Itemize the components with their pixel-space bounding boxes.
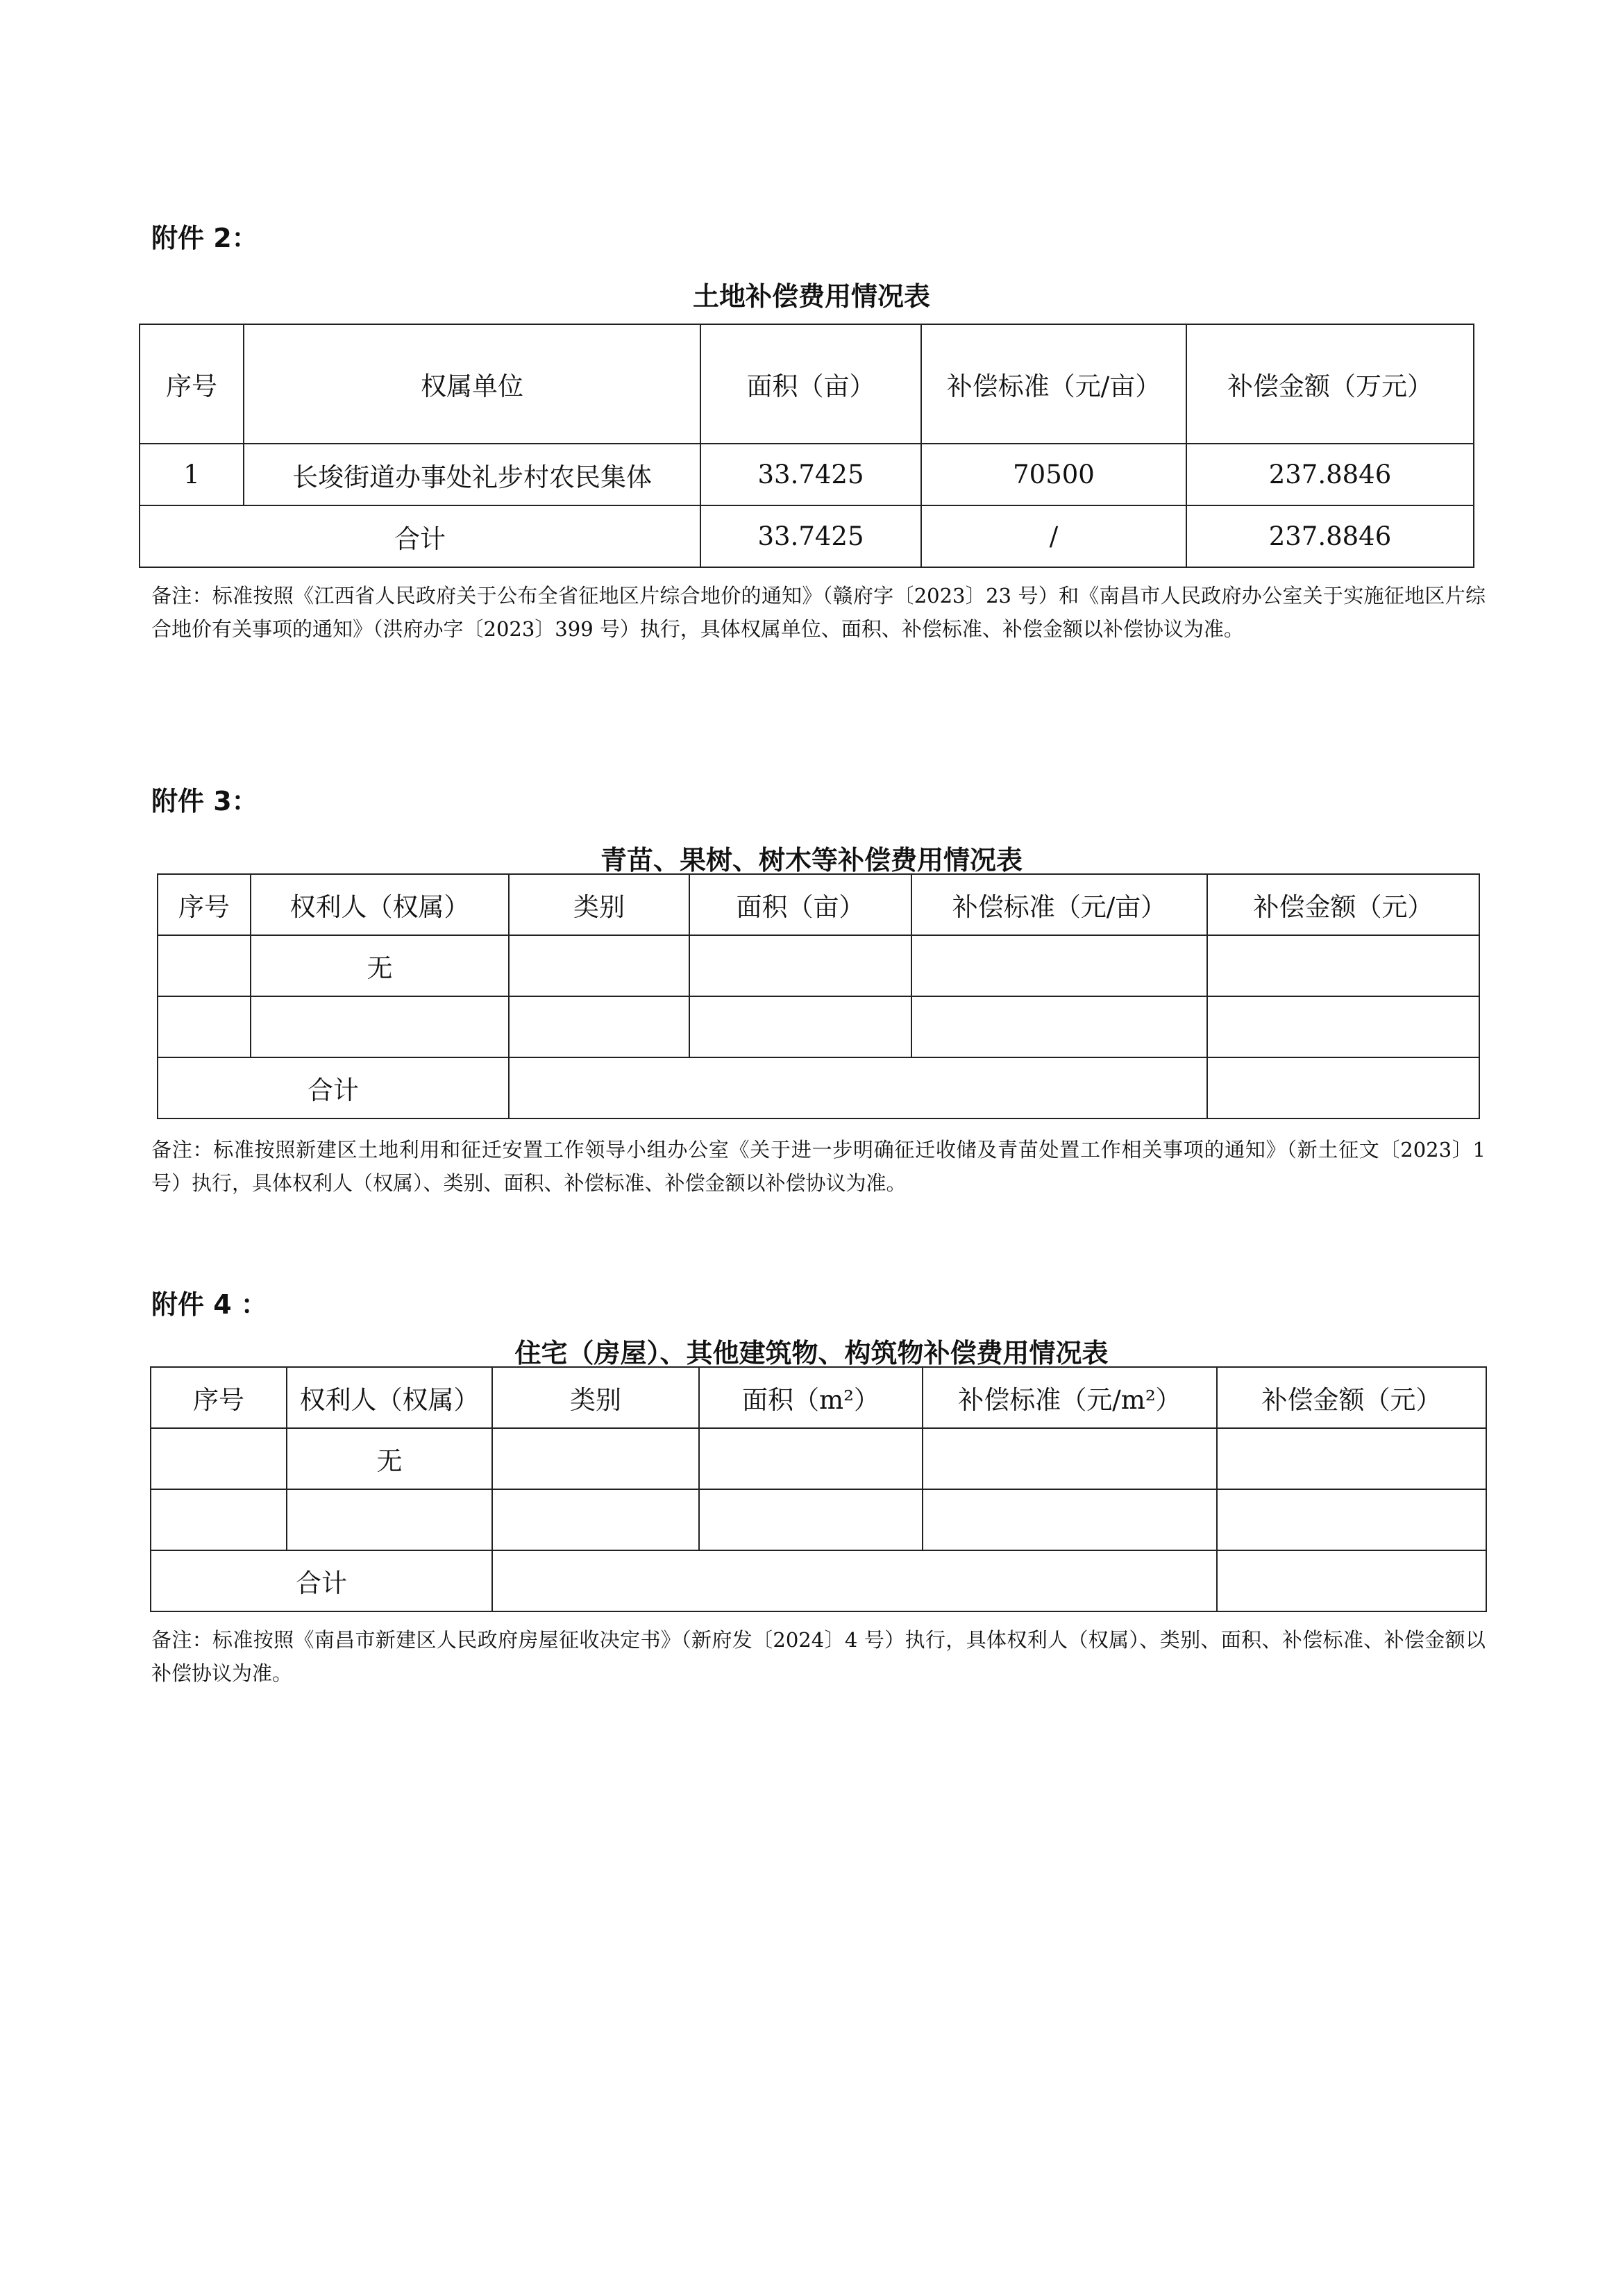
total-label: 合计 — [140, 505, 700, 567]
header-cell: 类别 — [509, 874, 689, 935]
table-cell — [689, 935, 911, 996]
crop-compensation-table — [157, 873, 1480, 1119]
attachment-4-note: 备注：标准按照《南昌市新建区人民政府房屋征收决定书》（新府发〔2024〕4 号）执行，具体权利人（权属）、类别、面积、补偿标准、补偿金额以补偿协议为准。 — [151, 1628, 1486, 1685]
table-header-row — [140, 324, 1474, 444]
table-cell — [158, 996, 251, 1057]
total-row — [158, 1057, 1479, 1118]
table-cell: 1 — [140, 444, 244, 505]
header-cell: 面积（亩） — [700, 324, 921, 444]
table-cell — [689, 996, 911, 1057]
table-cell — [911, 935, 1207, 996]
table-cell — [923, 1428, 1217, 1489]
attachment-4-label: 附件 4 ： — [151, 1289, 267, 1320]
table-cell — [158, 935, 251, 996]
header-cell: 类别 — [492, 1367, 699, 1428]
total-cell — [1217, 1550, 1486, 1611]
table-cell: 长埈街道办事处礼步村农民集体 — [244, 444, 700, 505]
table-cell — [1207, 935, 1479, 996]
table-cell — [911, 996, 1207, 1057]
table-cell — [923, 1489, 1217, 1550]
table-cell — [151, 1489, 287, 1550]
table-header-row — [151, 1367, 1486, 1428]
building-compensation-table — [150, 1366, 1487, 1612]
attachment-3-title: 青苗、果树、树木等补偿费用情况表 — [600, 845, 1023, 875]
header-cell: 补偿标准（元/亩） — [911, 874, 1207, 935]
header-cell: 权利人（权属） — [287, 1367, 492, 1428]
total-row — [140, 505, 1474, 567]
total-label: 合计 — [151, 1550, 492, 1611]
total-row — [151, 1550, 1486, 1611]
header-cell: 补偿金额（元） — [1207, 874, 1479, 935]
total-cell: / — [921, 505, 1186, 567]
attachment-3-label: 附件 3： — [151, 786, 258, 816]
table-cell — [251, 996, 509, 1057]
total-cell: 237.8846 — [1186, 505, 1474, 567]
attachment-2-note: 备注：标准按照《江西省人民政府关于公布全省征地区片综合地价的通知》（赣府字〔2023〕23 号）和《南昌市人民政府办公室关于实施征地区片综合地价有关事项的通知》（洪府办字〔2023〕399 号）执行，具体权属单位、面积、补偿标准、补偿金额以补偿协议为准。 — [151, 584, 1486, 641]
total-cell — [492, 1550, 1217, 1611]
table-cell — [699, 1489, 923, 1550]
header-cell: 权利人（权属） — [251, 874, 509, 935]
header-cell: 补偿标准（元/亩） — [921, 324, 1186, 444]
table-cell: 70500 — [921, 444, 1186, 505]
header-cell: 补偿标准（元/m²） — [923, 1367, 1217, 1428]
header-cell: 补偿金额（元） — [1217, 1367, 1486, 1428]
attachment-4-title: 住宅（房屋）、其他建筑物、构筑物补偿费用情况表 — [514, 1338, 1109, 1368]
table-cell — [1207, 996, 1479, 1057]
table-cell — [151, 1428, 287, 1489]
table-cell: 33.7425 — [700, 444, 921, 505]
attachment-2-title: 土地补偿费用情况表 — [692, 281, 930, 312]
header-cell: 权属单位 — [244, 324, 700, 444]
total-label: 合计 — [158, 1057, 509, 1118]
total-cell — [1207, 1057, 1479, 1118]
table-cell — [509, 996, 689, 1057]
header-cell: 序号 — [158, 874, 251, 935]
table-cell — [509, 935, 689, 996]
table-cell — [1217, 1428, 1486, 1489]
table-header-row — [158, 874, 1479, 935]
table-cell — [492, 1489, 699, 1550]
table-row — [151, 1428, 1486, 1489]
header-cell: 补偿金额（万元） — [1186, 324, 1474, 444]
table-cell: 237.8846 — [1186, 444, 1474, 505]
table-row — [158, 996, 1479, 1057]
total-cell — [509, 1057, 1207, 1118]
table-cell: 无 — [251, 935, 509, 996]
table-cell — [287, 1489, 492, 1550]
header-cell: 面积（m²） — [699, 1367, 923, 1428]
header-cell: 序号 — [140, 324, 244, 444]
table-cell — [492, 1428, 699, 1489]
header-cell: 序号 — [151, 1367, 287, 1428]
header-cell: 面积（亩） — [689, 874, 911, 935]
attachment-3-note: 备注：标准按照新建区土地利用和征迁安置工作领导小组办公室《关于进一步明确征迁收储及青苗处置工作相关事项的通知》（新土征文〔2023〕1 号）执行，具体权利人（权属）、类别、面积、补偿标准、补偿金额以补偿协议为准。 — [151, 1138, 1486, 1195]
table-row — [158, 935, 1479, 996]
total-cell: 33.7425 — [700, 505, 921, 567]
attachment-2-label: 附件 2： — [151, 223, 258, 253]
land-compensation-table — [139, 324, 1474, 568]
table-cell — [1217, 1489, 1486, 1550]
table-cell — [699, 1428, 923, 1489]
table-row — [151, 1489, 1486, 1550]
table-row — [140, 444, 1474, 505]
table-cell: 无 — [287, 1428, 492, 1489]
